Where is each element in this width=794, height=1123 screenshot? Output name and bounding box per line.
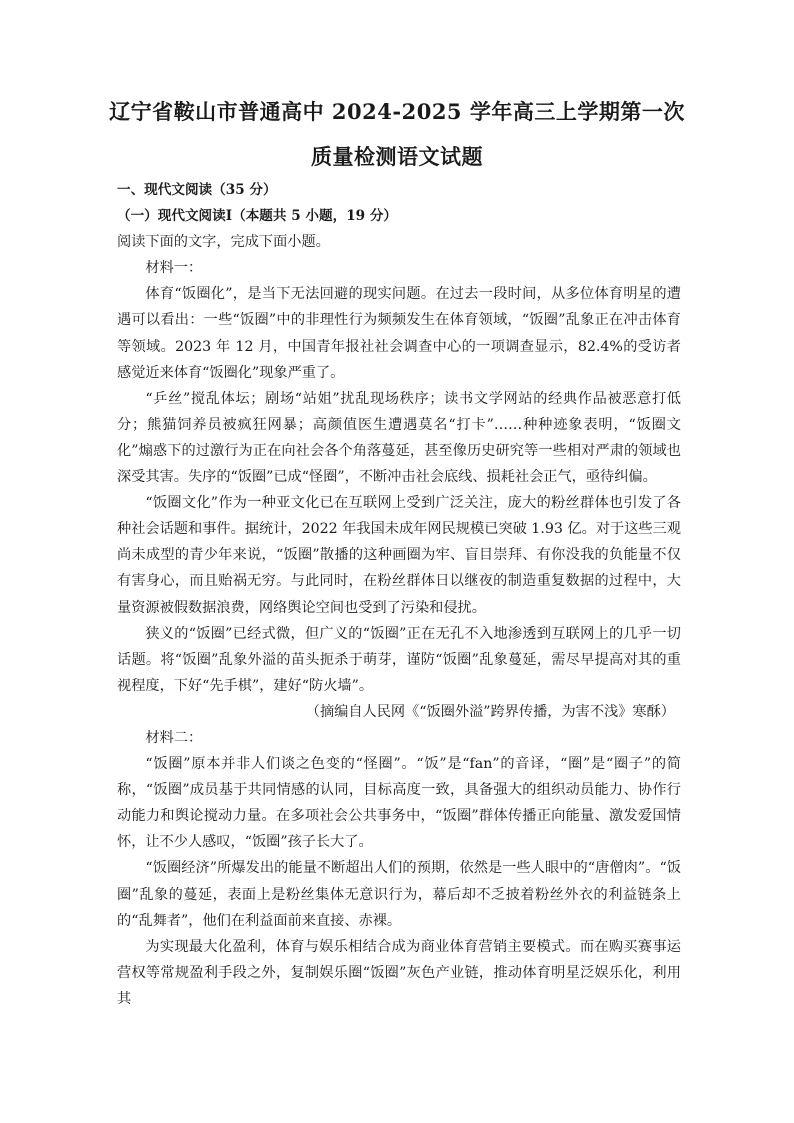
material-1-paragraph: 狭义的“饭圈”已经式微，但广义的“饭圈”正在无孔不入地渗透到互联网上的几乎一切话题。将“饭圈”乱象外溢的苗头扼杀于萌芽，谨防“饭圈”乱象蔓延，需尽早提高对其的重视程度，下好“先手棋”，建好“防火墙”。 [117, 625, 681, 694]
material-1-label: 材料一： [145, 260, 203, 277]
instruction-text: 阅读下面的文字，完成下面小题。 [117, 234, 330, 251]
material-1-source: （摘编自人民网《“饭圈外溢”跨界传播，为害不浅》寒酥） [305, 703, 675, 720]
material-2-paragraph: “饭圈经济”所爆发出的能量不断超出人们的预期，依然是一些人眼中的“唐僧肉”。“饭圈”乱象的蔓延，表面上是粉丝集体无意识行为，幕后却不乏披着粉丝外衣的利益链条上的“乱舞者”，他们在利益面前来直接、赤裸。 [117, 860, 681, 929]
material-1-paragraph: “乒丝”搅乱体坛；剧场“站姐”扰乱现场秩序；读书文学网站的经典作品被恶意打低分；熊猫饲养员被疯狂网暴；高颜值医生遭遇莫名“打卡”……种种迹象表明，“饭圈文化”煽惑下的过激行为正在向社会各个角落蔓延，甚至像历史研究等一些相对严肃的领域也深受其害。失序的“饭圈”已成“怪圈”，不断冲击社会底线、损耗社会正气，亟待纠偏。 [117, 390, 681, 486]
subsection-heading: （一）现代文阅读Ⅰ（本题共 5 小题，19 分） [117, 208, 398, 225]
title-line-2: 质量检测语文试题 [311, 144, 483, 169]
material-1-paragraph: 体育“饭圈化”，是当下无法回避的现实问题。在过去一段时间，从多位体育明星的遭遇可以看出：一些“饭圈”中的非理性行为频频发生在体育领域，“饭圈”乱象正在冲击体育等领域。2023 年 12 月，中国青年报社社会调查中心的一项调查显示，82.4%的受访者感觉近来体育“饭圈化”现象严重了。 [117, 286, 681, 381]
material-2-paragraph: “饭圈”原本并非人们谈之色变的“怪圈”。“饭”是“fan”的音译，“圈”是“圈子”的简称，“饭圈”成员基于共同情感的认同，目标高度一致，具备强大的组织动员能力、协作行动能力和舆论搅动力量。在多项社会公共事务中，“饭圈”群体传播正向能量、激发爱国情怀，让不少人感叹，“饭圈”孩子长大了。 [117, 756, 681, 851]
material-2-paragraph: 为实现最大化盈利，体育与娱乐相结合成为商业体育营销主要模式。而在购买赛事运营权等常规盈利手段之外，复制娱乐圈“饭圈”灰色产业链，推动体育明星泛娱乐化，利用其 [117, 938, 681, 1007]
section-heading: 一、现代文阅读（35 分） [117, 182, 277, 198]
material-2-label: 材料二： [145, 729, 203, 746]
material-1-paragraph: “饭圈文化”作为一种亚文化已在互联网上受到广泛关注，庞大的粉丝群体也引发了各种社会话题和事件。据统计，2022 年我国未成年网民规模已突破 1.93 亿。对于这些三观尚未成型的青少年来说，“饭圈”散播的这种画圈为牢、盲目崇拜、有你没我的负能量不仅有害身心，而且贻祸无穷。与此同时，在粉丝群体日以继夜的制造重复数据的过程中，大量资源被假数据浪费，网络舆论空间也受到了污染和侵扰。 [117, 495, 681, 616]
document-body [117, 177, 681, 1012]
title-line-1: 辽宁省鞍山市普通高中 2024-2025 学年高三上学期第一次 [109, 99, 685, 124]
